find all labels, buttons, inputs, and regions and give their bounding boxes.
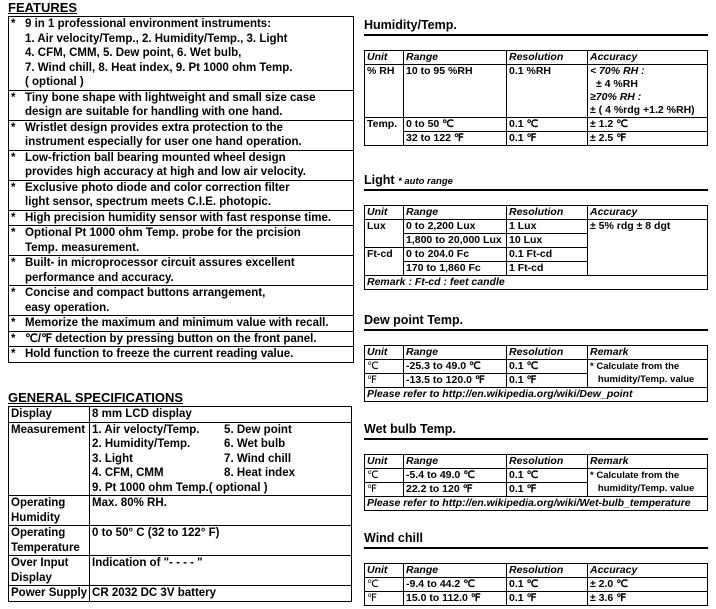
section-divider	[364, 329, 708, 331]
range-cell: 22.2 to 120 ℉	[404, 483, 507, 497]
unit-cell: % RH	[365, 65, 404, 118]
feature-text: Built- in microprocessor circuit assures excellent performance and accuracy.	[25, 257, 295, 284]
light-title	[364, 173, 453, 187]
spec-row-display	[9, 407, 352, 423]
resolution-cell: 0.1 ℃	[507, 118, 588, 132]
range-cell: 0 to 204.0 Fc	[404, 248, 507, 262]
feature-item	[9, 211, 353, 227]
col-header: Unit	[365, 564, 404, 578]
resolution-cell: 0.1 ℃	[507, 469, 588, 483]
col-header: Remark	[588, 346, 708, 360]
spec-value: CR 2032 DC 3V battery	[90, 586, 352, 602]
resolution-cell: 0.1 ℉	[507, 132, 588, 146]
section-divider	[364, 547, 708, 549]
resolution-cell: 0.1 ℉	[507, 592, 588, 606]
dew-point-title: Dew point Temp.	[364, 313, 464, 327]
range-cell: 10 to 95 %RH	[404, 65, 507, 118]
col-header: Resolution	[507, 455, 588, 469]
bullet-star: *	[11, 151, 16, 164]
unit-cell: ℃	[365, 469, 404, 483]
feature-text: Optional Pt 1000 ohm Temp. probe for the prcision Temp. measurement.	[25, 227, 301, 254]
resolution-cell: 0.1 Ft-cd	[507, 248, 588, 262]
range-cell: 0 to 50 ℃	[404, 118, 507, 132]
accuracy-line: ± 4 %RH	[596, 78, 638, 90]
col-header: Range	[404, 51, 507, 65]
accuracy-cell: ± 5% rdg ± 8 dgt	[588, 220, 708, 276]
remark-cell: Remark : Ft-cd : feet candle	[365, 276, 708, 290]
table-row	[365, 360, 708, 374]
spec-row-power	[9, 586, 352, 602]
humidity-title: Humidity/Temp.	[364, 18, 457, 32]
table-row	[365, 220, 708, 234]
table-header-row	[365, 455, 708, 469]
col-header: Resolution	[507, 206, 588, 220]
bullet-star: *	[11, 348, 16, 360]
feature-text: 9 in 1 professional environment instruments: 1. Air velocity/Temp., 2. Humidity/Temp., 3. Light 4. CFM, CMM, 5. Dew point, 6. Wet bulb, 7. Wind chill, 8. Heat index, 9. Pt 1000 ohm Temp. ( optional )	[25, 18, 293, 88]
range-cell: 0 to 2,200 Lux	[404, 220, 507, 234]
feature-text: Hold function to freeze the current reading value.	[25, 348, 294, 360]
feature-item	[9, 332, 353, 348]
col-header: Range	[404, 455, 507, 469]
col-header: Accuracy	[588, 206, 708, 220]
resolution-cell: 0.1 ℃	[507, 360, 588, 374]
feature-text: Exclusive photo diode and color correction filter light sensor, spectrum meets C.I.E. photopic.	[25, 181, 290, 208]
accuracy-line: ≥70% RH :	[590, 91, 642, 103]
table-row	[365, 276, 708, 290]
col-header: Accuracy	[588, 564, 708, 578]
col-header: Range	[404, 346, 507, 360]
measurement-item: 5. Dew point	[224, 423, 292, 436]
remark-cell: * Calculate from the humidity/Temp. value	[588, 469, 708, 497]
spec-value: 8 mm LCD display	[90, 407, 352, 423]
unit-cell: Lux	[365, 220, 404, 248]
table-row	[365, 592, 708, 606]
bullet-star: *	[11, 211, 16, 224]
light-title-text: Light	[364, 173, 395, 187]
measurement-item: 9. Pt 1000 ohm Temp.( optional )	[92, 481, 268, 494]
bullet-star: *	[11, 18, 16, 30]
bullet-star: *	[11, 287, 16, 299]
resolution-cell: 0.1 %RH	[507, 65, 588, 118]
accuracy-cell: ± 2.5 ℉	[588, 132, 708, 146]
spec-label: Operating Temperature	[9, 526, 90, 556]
range-cell: -5.4 to 49.0 ℃	[404, 469, 507, 483]
spec-label: Over Input Display	[9, 556, 90, 586]
spec-row-over-input	[9, 556, 352, 586]
spec-value: Max. 80% RH.	[90, 496, 352, 526]
measurement-item: 8. Heat index	[224, 467, 295, 479]
resolution-cell: 0.1 ℃	[507, 578, 588, 592]
measurement-item: 1. Air velocty/Temp.	[92, 423, 200, 436]
table-row	[365, 469, 708, 483]
feature-text: Concise and compact buttons arrangement, easy operation.	[25, 287, 266, 314]
col-header: Unit	[365, 206, 404, 220]
range-cell: 32 to 122 ℉	[404, 132, 507, 146]
feature-item	[9, 121, 353, 151]
general-specs-title: GENERAL SPECIFICATIONS	[8, 390, 184, 405]
spec-row-temperature	[9, 526, 352, 556]
spec-value: Indication of "- - - - "	[90, 556, 352, 586]
bullet-star: *	[11, 181, 16, 194]
range-cell: -13.5 to 120.0 ℉	[404, 374, 507, 388]
accuracy-cell: ± 1.2 ℃	[588, 118, 708, 132]
accuracy-line: < 70% RH :	[590, 65, 645, 77]
bullet-star: *	[11, 332, 16, 345]
table-header-row	[365, 564, 708, 578]
feature-item	[9, 181, 353, 211]
feature-text: High precision humidity sensor with fast response time.	[25, 211, 332, 224]
feature-item	[9, 91, 353, 121]
feature-text: ℃/℉ detection by pressing button on the front panel.	[25, 332, 317, 345]
section-divider	[364, 438, 708, 440]
col-header: Unit	[365, 455, 404, 469]
table-row	[365, 65, 708, 118]
feature-item	[9, 286, 353, 316]
range-cell: -9.4 to 44.2 ℃	[404, 578, 507, 592]
spec-row-humidity	[9, 496, 352, 526]
bullet-star: *	[11, 317, 16, 329]
feature-item	[9, 17, 353, 91]
feature-text: Tiny bone shape with lightweight and small size case design are suitable for handling with one hand.	[25, 91, 316, 118]
bullet-star: *	[11, 227, 16, 239]
measurement-item: 7. Wind chill	[224, 452, 292, 465]
features-title: FEATURES	[8, 0, 78, 15]
col-header: Remark	[588, 455, 708, 469]
col-header: Range	[404, 206, 507, 220]
spec-row-measurement	[9, 422, 352, 496]
bullet-star: *	[11, 257, 16, 269]
col-header: Accuracy	[588, 51, 708, 65]
remark-cell: * Calculate from the humidity/Temp. value	[588, 360, 708, 388]
section-divider	[364, 189, 708, 191]
resolution-cell: 1 Ft-cd	[507, 262, 588, 276]
range-cell: -25.3 to 49.0 ℃	[404, 360, 507, 374]
col-header: Resolution	[507, 564, 588, 578]
unit-cell: ℉	[365, 483, 404, 497]
feature-item	[9, 316, 353, 332]
unit-cell: Ft-cd	[365, 248, 404, 276]
light-table	[364, 205, 708, 290]
range-cell: 1,800 to 20,000 Lux	[404, 234, 507, 248]
wind-chill-table	[364, 563, 708, 606]
unit-cell: ℉	[365, 374, 404, 388]
bullet-star: *	[11, 91, 16, 104]
feature-item	[9, 151, 353, 181]
measurement-item: 2. Humidity/Temp.	[92, 438, 191, 450]
accuracy-cell: ± 3.6 ℉	[588, 592, 708, 606]
humidity-table	[364, 50, 708, 146]
feature-text: Memorize the maximum and minimum value with recall.	[25, 317, 329, 329]
measurement-item: 4. CFM, CMM	[92, 467, 164, 479]
features-list	[8, 16, 354, 363]
spec-label: Operating Humidity	[9, 496, 90, 526]
spec-value	[90, 422, 352, 496]
feature-item	[9, 256, 353, 286]
measurement-item: 6. Wet bulb	[224, 438, 286, 450]
table-row	[365, 497, 708, 511]
dew-point-table	[364, 345, 708, 402]
measurement-item: 3. Light	[92, 452, 133, 465]
col-header: Unit	[365, 346, 404, 360]
resolution-cell: 1 Lux	[507, 220, 588, 234]
range-cell: 170 to 1,860 Fc	[404, 262, 507, 276]
unit-cell: Temp.	[365, 118, 404, 146]
wet-bulb-title: Wet bulb Temp.	[364, 422, 456, 436]
spec-label: Measurement	[9, 422, 90, 496]
table-header-row	[365, 206, 708, 220]
spec-label: Display	[9, 407, 90, 423]
col-header: Unit	[365, 51, 404, 65]
resolution-cell: 10 Lux	[507, 234, 588, 248]
col-header: Range	[404, 564, 507, 578]
light-subtitle: * auto range	[398, 176, 453, 187]
unit-cell: ℃	[365, 360, 404, 374]
accuracy-cell: ± 2.0 ℃	[588, 578, 708, 592]
table-row	[365, 118, 708, 132]
reference-link[interactable]: Please refer to http://en.wikipedia.org/wiki/Dew_point	[365, 388, 708, 402]
wind-chill-title: Wind chill	[364, 531, 423, 545]
table-row	[365, 388, 708, 402]
accuracy-line: ± ( 4 %rdg +1.2 %RH)	[590, 104, 695, 116]
wet-bulb-table	[364, 454, 708, 511]
table-header-row	[365, 51, 708, 65]
feature-text: Wristlet design provides extra protection to the instrument especially for user one hand operation.	[25, 121, 302, 148]
spec-value: 0 to 50° C (32 to 122° F)	[90, 526, 352, 556]
feature-item	[9, 226, 353, 256]
resolution-cell: 0.1 ℉	[507, 374, 588, 388]
table-row	[365, 578, 708, 592]
range-cell: 15.0 to 112.0 ℉	[404, 592, 507, 606]
general-specs-table	[8, 406, 352, 602]
unit-cell: ℃	[365, 578, 404, 592]
reference-link[interactable]: Please refer to http://en.wikipedia.org/wiki/Wet-bulb_temperature	[365, 497, 708, 511]
resolution-cell: 0.1 ℉	[507, 483, 588, 497]
section-divider	[364, 34, 708, 36]
table-header-row	[365, 346, 708, 360]
col-header: Resolution	[507, 51, 588, 65]
measurement-list	[92, 423, 349, 496]
col-header: Resolution	[507, 346, 588, 360]
accuracy-cell	[588, 65, 708, 118]
spec-label: Power Supply	[9, 586, 90, 602]
feature-item	[9, 347, 353, 362]
bullet-star: *	[11, 121, 16, 134]
table-row	[365, 132, 708, 146]
unit-cell: ℉	[365, 592, 404, 606]
feature-text: Low-friction ball bearing mounted wheel design provides high accuracy at high and low air velocity.	[25, 151, 306, 178]
